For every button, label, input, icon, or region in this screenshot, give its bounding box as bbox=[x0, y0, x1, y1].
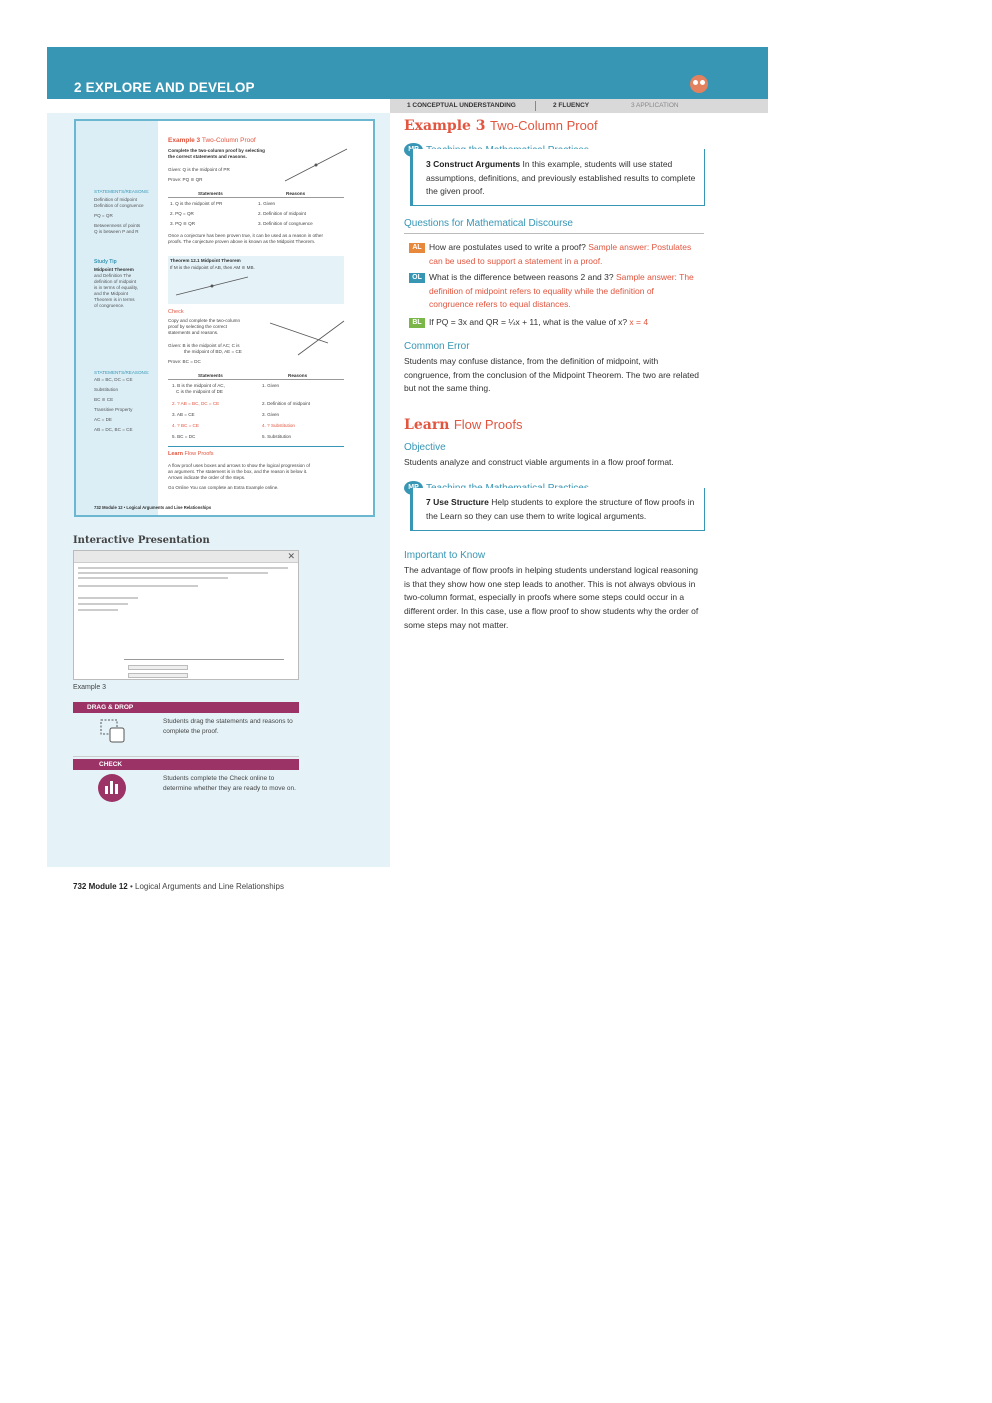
discourse-heading: Questions for Mathematical Discourse bbox=[404, 218, 573, 229]
bar-chart-icon bbox=[98, 774, 126, 802]
answer: Sample answer: The definition of midpoint refers to equality while the definition of congruence refers to equal distances. bbox=[429, 272, 694, 310]
question: If PQ = 3x and QR = ¼x + 11, what is the value of x? bbox=[429, 317, 630, 327]
close-icon[interactable]: ✕ bbox=[287, 551, 295, 561]
study-tip-line: is in terms of equality, bbox=[94, 285, 139, 290]
question-text bbox=[429, 316, 699, 330]
thumbnail-sidebar bbox=[76, 121, 158, 515]
text-line bbox=[78, 572, 268, 574]
sr-item: Transitive Property bbox=[94, 407, 133, 412]
sr-item: PQ = QR bbox=[94, 213, 113, 218]
level-badge: BL bbox=[409, 318, 425, 328]
sr-item: AB = DC, BC = CE bbox=[94, 427, 133, 432]
objective-heading: Objective bbox=[404, 442, 446, 453]
common-error-text: Students may confuse distance, from the definition of midpoint, with congruence, from the conclusion of the Midpoint Theorem. The two are related but not the same thing. bbox=[404, 356, 699, 394]
important-text: The advantage of flow proofs in helping students understand logical reasoning is that they show how one step leads to another. This is not always obvious in two-column format, especially in proofs where some steps could occur in a different order. In this case, use a flow proof to show students why the order of some steps may not matter. bbox=[404, 565, 699, 630]
sr-item: Betweenness of points bbox=[94, 223, 141, 228]
text-line bbox=[78, 577, 228, 579]
rule bbox=[168, 197, 344, 198]
study-tip-line: and the Midpoint bbox=[94, 291, 128, 296]
thumb-given: Given: Q is the midpoint of PR bbox=[168, 167, 230, 172]
thumb-check-label: Check bbox=[168, 309, 184, 315]
divider bbox=[73, 756, 299, 757]
phase-fluency: 2 FLUENCY bbox=[553, 102, 590, 109]
sr-item: Substitution bbox=[94, 387, 119, 392]
text-line bbox=[78, 609, 118, 611]
thumb-reason: 2. Definition of midpoint bbox=[258, 211, 307, 216]
thumb-go-online: Go Online You can complete an Extra Example online. bbox=[168, 485, 279, 490]
mp-text-2 bbox=[426, 496, 702, 523]
study-tip-line: Theorem is in terms bbox=[94, 297, 135, 302]
sr-item: AC = DE bbox=[94, 417, 112, 422]
thumb-check-reason: 5. Substitution bbox=[262, 434, 292, 439]
module-title: Logical Arguments and Line Relationships bbox=[135, 882, 284, 891]
thumb-check-given: Given: B is the midpoint of AC; C is bbox=[168, 343, 240, 348]
rule bbox=[168, 379, 344, 380]
sr-label: STATEMENTS/REASONS: bbox=[94, 189, 150, 194]
thumb-check-reason: 2. Definition of midpoint bbox=[262, 401, 311, 406]
important-heading: Important to Know bbox=[404, 550, 486, 561]
example-title: Two-Column Proof bbox=[490, 118, 598, 133]
thumb-check-line: Copy and complete the two-column bbox=[168, 318, 241, 323]
mp-practice: 7 Use Structure bbox=[426, 497, 489, 507]
thumb-learn-line: A flow proof uses boxes and arrows to show the logical progression of bbox=[168, 463, 310, 468]
thumb-prove: Prove: PQ ≅ QR bbox=[168, 177, 203, 182]
study-tip-label: Study Tip bbox=[94, 259, 117, 265]
thumb-instruction: the correct statements and reasons. bbox=[168, 154, 247, 159]
level-badge: OL bbox=[409, 273, 425, 283]
drop-slot[interactable] bbox=[128, 673, 188, 678]
thumb-statement: 1. Q is the midpoint of PR bbox=[170, 201, 223, 206]
thumb-check-reason: 3. Given bbox=[262, 412, 280, 417]
rule bbox=[168, 446, 344, 447]
thumb-check-statement: 5. BC = DC bbox=[172, 434, 196, 439]
thumb-instruction: Complete the two-column proof by selecting bbox=[168, 148, 265, 153]
mp-practice: 3 Construct Arguments bbox=[426, 159, 521, 169]
study-tip-line: Midpoint Theorem bbox=[94, 267, 134, 272]
page-number: 732 bbox=[73, 882, 87, 891]
midpoint-diagram bbox=[172, 271, 252, 301]
thumb-learn-title: Flow Proofs bbox=[184, 451, 214, 457]
level-badge: AL bbox=[409, 243, 425, 253]
drag-drop-label: DRAG & DROP bbox=[73, 702, 299, 713]
thumb-learn-line: an argument. The statement is in the box, and the reason is below it. bbox=[168, 469, 308, 474]
thumb-check-reason: 4. ? Substitution bbox=[262, 423, 295, 428]
sr-item: Q is between P and R bbox=[94, 229, 139, 234]
interactive-presentation-title: Interactive Presentation bbox=[73, 535, 210, 546]
mp-description: Help students to explore the structure of flow proofs in the Learn so they can use them to write logical arguments. bbox=[426, 497, 695, 521]
sr-item: AB = BC, DC = CE bbox=[94, 377, 133, 382]
text-line bbox=[78, 567, 288, 569]
interactive-screenshot[interactable] bbox=[73, 550, 299, 680]
screenshot-header bbox=[74, 551, 298, 563]
interactive-caption: Example 3 bbox=[73, 684, 107, 691]
study-tip-line: definition of midpoint bbox=[94, 279, 137, 284]
question: What is the difference between reasons 2 and 3? bbox=[429, 272, 616, 282]
thumb-check-line: statements and reasons. bbox=[168, 330, 219, 335]
thumb-learn-label: Learn bbox=[168, 451, 183, 457]
module-label: Module 12 bbox=[88, 882, 128, 891]
drop-slot[interactable] bbox=[128, 665, 188, 670]
phase-application: 3 APPLICATION bbox=[631, 102, 679, 109]
check-diagram bbox=[268, 315, 348, 357]
answer: Sample answer: Postulates can be used to support a statement in a proof. bbox=[429, 242, 692, 266]
thumb-example-label: Example 3 bbox=[168, 137, 201, 144]
thumb-example-heading bbox=[168, 137, 256, 144]
drag-drop-text: Students drag the statements and reasons to complete the proof. bbox=[163, 718, 293, 735]
thumb-check-prove: Prove: BC = DC bbox=[168, 359, 201, 364]
thumb-reasons-header: Reasons bbox=[286, 191, 306, 196]
text-line bbox=[78, 585, 198, 587]
question-bl bbox=[409, 316, 705, 332]
thumb-statement: 3. PQ ≅ QR bbox=[170, 221, 196, 226]
example-heading bbox=[404, 118, 704, 134]
answer: x = 4 bbox=[629, 317, 649, 327]
thumb-check-reason: 1. Given bbox=[262, 383, 280, 388]
rule bbox=[404, 233, 704, 234]
question: How are postulates used to write a proof? bbox=[429, 242, 589, 252]
example-label: Example 3 bbox=[404, 118, 486, 134]
text-line bbox=[78, 597, 138, 599]
thumb-page-footer: 732 Module 12 • Logical Arguments and Line Relationships bbox=[94, 505, 212, 510]
thumb-statements-header: Statements bbox=[198, 191, 223, 196]
thumb-learn-line: Arrows indicate the order of the steps. bbox=[168, 475, 246, 480]
thumb-check-line: proof by selecting the correct bbox=[168, 324, 227, 329]
drag-drop-icon bbox=[100, 719, 126, 745]
phase-divider bbox=[535, 101, 536, 111]
question-text bbox=[429, 271, 699, 312]
segment-pqr-diagram bbox=[281, 145, 351, 185]
common-error-heading: Common Error bbox=[404, 341, 470, 352]
footer-separator: • bbox=[129, 882, 133, 891]
section-banner bbox=[47, 47, 768, 99]
thumb-example-title: Two-Column Proof bbox=[201, 137, 256, 144]
thumb-statements-header: Statements bbox=[198, 373, 223, 378]
thumb-reasons-header: Reasons bbox=[288, 373, 308, 378]
thumb-learn-heading bbox=[168, 451, 214, 457]
thumb-reason: 3. Definition of congruence bbox=[258, 221, 313, 226]
sr-item: BC ≅ CE bbox=[94, 397, 114, 402]
mp-description: In this example, students will use stated assumptions, definitions, and previously established results to complete the given proof. bbox=[426, 159, 696, 197]
thumb-theorem-title: Theorem 12.1 Midpoint Theorem bbox=[170, 258, 241, 263]
study-tip-line: of congruence. bbox=[94, 303, 125, 308]
thumb-check-statement: C is the midpoint of DE bbox=[176, 389, 223, 394]
student-page-thumbnail bbox=[74, 119, 375, 517]
team-icon bbox=[690, 75, 708, 93]
learn-label: Learn bbox=[404, 417, 450, 433]
question-al bbox=[409, 241, 705, 269]
text-line bbox=[78, 603, 128, 605]
learn-title: Flow Proofs bbox=[453, 417, 523, 432]
table-rule bbox=[124, 659, 284, 660]
question-ol bbox=[409, 271, 705, 313]
thumb-conjecture: proofs. The conjecture proven above is known as the Midpoint Theorem. bbox=[168, 239, 316, 244]
thumb-check-statement: 2. ? AB = BC, DC = CE bbox=[172, 401, 220, 406]
phase-bar bbox=[390, 99, 768, 113]
section-title: 2 EXPLORE AND DEVELOP bbox=[74, 80, 255, 95]
page-footer bbox=[73, 882, 284, 891]
sr-item: Definition of midpoint bbox=[94, 197, 137, 202]
sr-item: Definition of congruence bbox=[94, 203, 144, 208]
thumb-theorem-text: If M is the midpoint of AB, then AM ≅ MB. bbox=[170, 265, 255, 270]
phase-conceptual: 1 CONCEPTUAL UNDERSTANDING bbox=[407, 102, 516, 109]
question-text bbox=[429, 241, 699, 268]
thumb-check-given: the midpoint of BD, AE = CE bbox=[184, 349, 242, 354]
check-text: Students complete the Check online to determine whether they are ready to move on. bbox=[163, 775, 296, 792]
thumb-statement: 2. PQ = QR bbox=[170, 211, 194, 216]
thumb-check-statement: 4. ? BC = CE bbox=[172, 423, 199, 428]
thumb-reason: 1. Given bbox=[258, 201, 276, 206]
thumb-check-statement: 3. AB = CE bbox=[172, 412, 195, 417]
thumb-theorem-box bbox=[168, 256, 344, 304]
mp-text-1 bbox=[426, 158, 702, 199]
objective-text: Students analyze and construct viable arguments in a flow proof format. bbox=[404, 457, 674, 467]
learn-heading bbox=[404, 417, 522, 433]
study-tip-line: and Definition The bbox=[94, 273, 132, 278]
thumb-check-statement: 1. B is the midpoint of AC, bbox=[172, 383, 225, 388]
thumb-conjecture: Once a conjecture has been proven true, it can be used as a reason in other bbox=[168, 233, 324, 238]
sr-label-2: STATEMENTS/REASONS: bbox=[94, 370, 150, 375]
check-label: CHECK bbox=[73, 759, 299, 770]
